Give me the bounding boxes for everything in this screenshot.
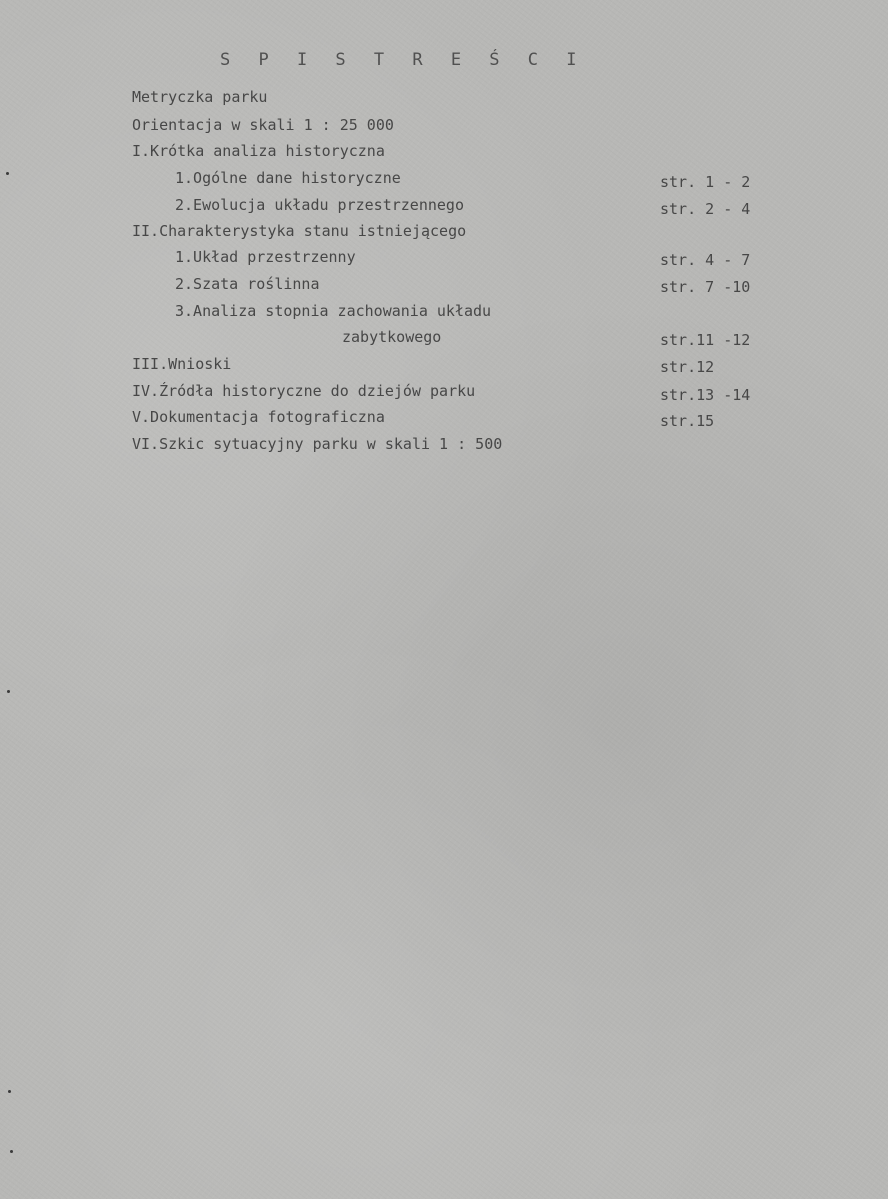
toc-entry-1-1: 1.Ogólne dane historyczne <box>175 169 401 187</box>
toc-entry-2-3-continuation: zabytkowego <box>342 328 442 346</box>
toc-entry-section-1: I.Krótka analiza historyczna <box>132 142 385 160</box>
toc-entry-orientacja: Orientacja w skali 1 : 25 000 <box>132 116 394 134</box>
toc-entry-section-6: VI.Szkic sytuacyjny parku w skali 1 : 500 <box>132 435 503 453</box>
toc-page-ref-5: str.15 <box>660 412 715 430</box>
toc-page-ref-2-3: str.11 -12 <box>660 331 751 349</box>
toc-entry-section-5: V.Dokumentacja fotograficzna <box>132 408 385 426</box>
page-title: S P I S T R E Ś C I <box>220 50 586 70</box>
paper-speck <box>8 1090 11 1093</box>
toc-page-ref-2-2: str. 7 -10 <box>660 278 751 296</box>
toc-entry-section-4: IV.Źródła historyczne do dziejów parku <box>132 382 476 400</box>
paper-speck <box>7 690 10 693</box>
paper-speck <box>10 1150 13 1153</box>
toc-page-ref-1-2: str. 2 - 4 <box>660 200 751 218</box>
toc-page-ref-4: str.13 -14 <box>660 386 751 404</box>
toc-entry-2-2: 2.Szata roślinna <box>175 275 320 293</box>
toc-entry-section-3: III.Wnioski <box>132 355 232 373</box>
toc-entry-1-2: 2.Ewolucja układu przestrzennego <box>175 196 464 214</box>
toc-entry-2-1: 1.Układ przestrzenny <box>175 248 356 266</box>
toc-page-ref-1-1: str. 1 - 2 <box>660 173 751 191</box>
toc-entry-metryczka: Metryczka parku <box>132 88 268 106</box>
paper-speck <box>6 172 9 175</box>
toc-page-ref-2-1: str. 4 - 7 <box>660 251 751 269</box>
toc-entry-2-3: 3.Analiza stopnia zachowania układu <box>175 302 492 320</box>
toc-entry-section-2: II.Charakterystyka stanu istniejącego <box>132 222 467 240</box>
toc-page-ref-3: str.12 <box>660 358 715 376</box>
